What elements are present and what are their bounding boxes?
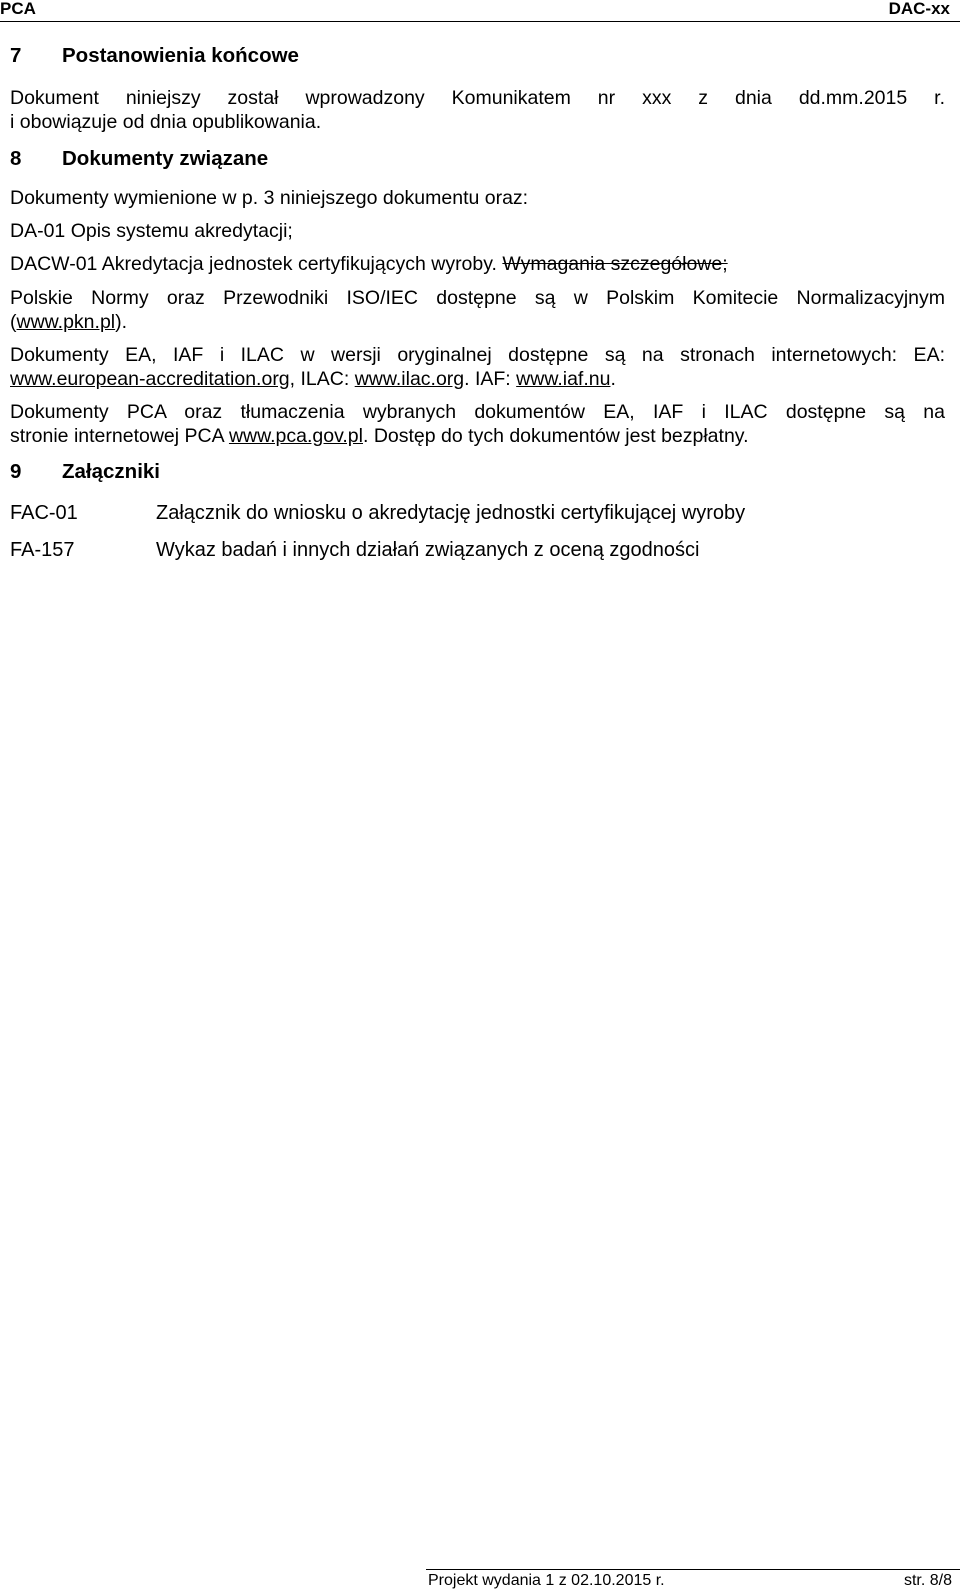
header-org: PCA <box>0 0 36 18</box>
ilac-link[interactable]: www.ilac.org <box>354 368 465 390</box>
paragraph-line: i obowiązuje od dnia opublikowania. <box>10 111 322 133</box>
ea-links-line <box>10 367 616 391</box>
pca-link-line <box>10 424 749 448</box>
section-number: 7 <box>10 44 22 67</box>
iaf-link[interactable]: www.iaf.nu <box>516 368 611 390</box>
pkn-link-line <box>10 310 127 334</box>
pca-text: stronie internetowej PCA <box>10 425 229 447</box>
section-title: Dokumenty związane <box>62 147 269 170</box>
section-8-heading <box>10 147 268 171</box>
iaf-label: . IAF: <box>464 368 517 390</box>
pkn-paragraph <box>10 286 945 310</box>
attachment-desc: Wykaz badań i innych działań związanych z oceną zgodności <box>156 539 700 561</box>
attachment-row <box>10 539 699 562</box>
paragraph-line: Polskie Normy oraz Przewodniki ISO/IEC dostępne są w Polskim Komitecie Normalizacyjnym <box>10 287 945 309</box>
ea-link[interactable]: www.european-accreditation.org <box>10 368 290 390</box>
section-7-paragraph <box>10 86 945 110</box>
ilac-label: , ILAC: <box>289 368 355 390</box>
section-number: 9 <box>10 460 22 483</box>
paren-open: ( <box>10 311 17 333</box>
attachment-row <box>10 502 745 525</box>
section-7-heading <box>10 44 299 68</box>
section-number: 8 <box>10 147 22 170</box>
footer-edition: Projekt wydania 1 z 02.10.2015 r. <box>428 1572 665 1589</box>
ea-paragraph <box>10 343 945 367</box>
page-footer <box>426 1569 960 1590</box>
page-header <box>0 0 960 22</box>
attachment-code: FAC-01 <box>10 502 78 524</box>
section-title: Załączniki <box>62 460 160 483</box>
section-9-heading <box>10 460 160 484</box>
pca-link[interactable]: www.pca.gov.pl <box>228 425 363 447</box>
section-title: Postanowienia końcowe <box>62 44 299 67</box>
item-text: DACW-01 Akredytacja jednostek certyfikujących wyroby. <box>10 253 497 275</box>
paren-close: ). <box>115 311 128 333</box>
attachment-code: FA-157 <box>10 539 75 561</box>
paragraph-line: Dokument niniejszy został wprowadzony Komunikatem nr xxx z dnia dd.mm.2015 r. <box>10 87 945 109</box>
related-item-da01: DA-01 Opis systemu akredytacji; <box>10 220 293 242</box>
struck-text: Wymagania szczegółowe; <box>502 253 728 275</box>
pca-end: . Dostęp do tych dokumentów jest bezpłatny. <box>363 425 749 447</box>
footer-page-number: str. 8/8 <box>903 1572 952 1589</box>
paragraph-line: Dokumenty EA, IAF i ILAC w wersji oryginalnej dostępne są na stronach internetowych: EA: <box>10 344 945 366</box>
iaf-end: . <box>610 368 616 390</box>
attachment-desc: Załącznik do wniosku o akredytację jednostki certyfikującej wyroby <box>156 502 746 524</box>
header-doc-code: DAC-xx <box>888 0 950 18</box>
related-item-dacw01 <box>10 252 728 276</box>
related-intro: Dokumenty wymienione w p. 3 niniejszego dokumentu oraz: <box>10 187 529 209</box>
pkn-link[interactable]: www.pkn.pl <box>16 311 116 333</box>
paragraph-line: Dokumenty PCA oraz tłumaczenia wybranych dokumentów EA, IAF i ILAC dostępne są na <box>10 401 945 423</box>
pca-paragraph <box>10 400 945 424</box>
